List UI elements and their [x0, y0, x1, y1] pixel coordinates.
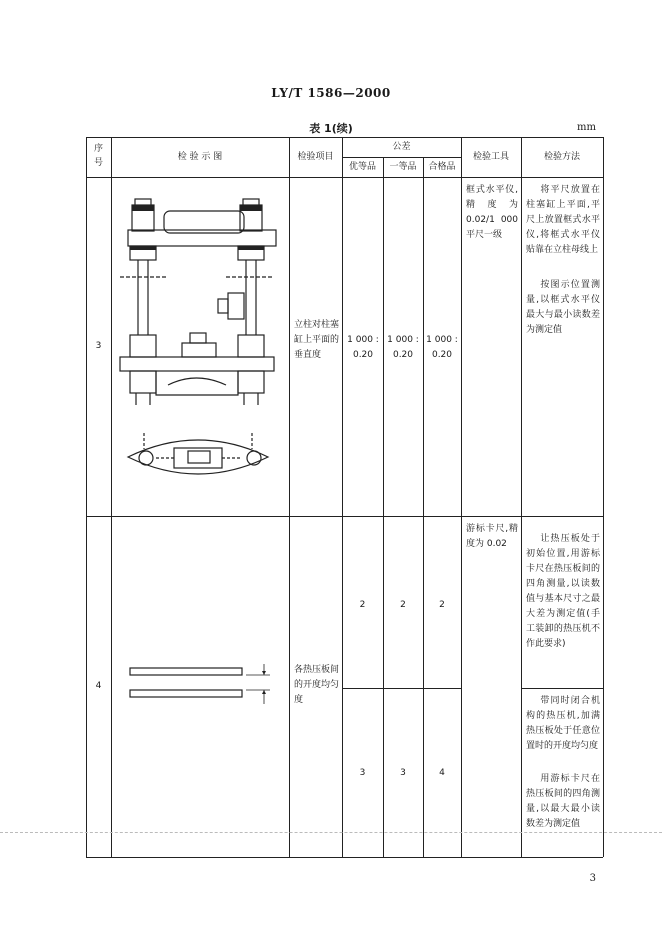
header-item: 检验项目	[297, 152, 334, 162]
row-4a-tolerance-first: 2	[400, 600, 406, 610]
header-grade-excellent: 优等品	[348, 162, 376, 172]
header-diagram: 检 验 示 图	[177, 152, 223, 162]
col-divider-seq	[111, 137, 112, 857]
row-3-verticality-diagram	[116, 195, 288, 495]
row-4a-method: 让热压板处于初始位置,用游标卡尺在热压板间的四角测量,以读数值与基本尺寸之最大差为测定值(手工装卸的热压机不作此要求)	[526, 534, 600, 649]
col-divider-item	[342, 137, 343, 857]
row-4-seq: 4	[95, 681, 102, 691]
row-4b-method-step-1: 带同时闭合机构的热压机,加满热压板处于任意位置时的开度均匀度	[526, 696, 600, 751]
standard-code-header: LY/T 1586—2000	[271, 86, 391, 100]
row-3-tool: 框式水平仪,精度为 0.02/1 000 平尺一级	[466, 185, 518, 240]
header-method: 检验方法	[543, 152, 580, 162]
row-3-method-step-2: 按图示位置测量,以框式水平仪最大与最小读数差为测定值	[526, 280, 600, 335]
col-divider-diagram	[289, 137, 290, 857]
col-divider-grade-2	[423, 157, 424, 857]
header-seq: 序号	[93, 144, 103, 168]
table-right-border	[603, 137, 604, 857]
header-tool: 检验工具	[472, 152, 509, 162]
row-3-tolerance-excellent: 1 000 : 0.20	[347, 335, 379, 360]
row-4b-tolerance-first: 3	[400, 768, 406, 778]
table-bottom-border	[86, 857, 603, 858]
row-4a-tolerance-qualified: 2	[439, 600, 445, 610]
subrow-separator-tolerance	[342, 688, 461, 689]
row-4a-tolerance-excellent: 2	[359, 600, 366, 610]
header-tolerance: 公差	[392, 142, 411, 152]
row-3-seq: 3	[95, 341, 102, 351]
table-caption: 表 1(续)	[309, 122, 353, 135]
col-divider-tool	[521, 137, 522, 857]
row-3-method-step-1: 将平尺放置在柱塞缸上平面,平尺上放置框式水平仪,将框式水平仪贴靠在立柱母线上	[526, 185, 600, 255]
unit-label: mm	[577, 122, 596, 133]
scan-artifact-line	[0, 832, 662, 833]
row-4-item: 各热压板间的开度均匀度	[294, 665, 340, 705]
row-3-item: 立柱对柱塞缸上平面的垂直度	[294, 320, 340, 360]
tolerance-subheader-line	[342, 157, 461, 158]
header-bottom-border	[86, 177, 603, 178]
row-4-tool: 游标卡尺,精度为 0.02	[466, 524, 518, 549]
row-4-opening-uniformity-diagram	[126, 660, 276, 710]
header-grade-first: 一等品	[389, 162, 417, 172]
row-4b-tolerance-excellent: 3	[359, 768, 366, 778]
header-grade-qualified: 合格品	[428, 162, 456, 172]
table-top-border	[86, 137, 603, 138]
row-4b-tolerance-qualified: 4	[439, 768, 445, 778]
col-divider-tolerance	[461, 137, 462, 857]
table-left-border	[86, 137, 87, 857]
row-separator	[86, 516, 603, 517]
col-divider-grade-1	[383, 157, 384, 857]
row-4b-method-step-2: 用游标卡尺在热压板间的四角测量,以最大最小读数差为测定值	[526, 774, 600, 829]
row-3-tolerance-first: 1 000 : 0.20	[387, 335, 419, 360]
page-number: 3	[589, 873, 596, 884]
subrow-separator-method	[521, 688, 603, 689]
row-3-tolerance-qualified: 1 000 : 0.20	[426, 335, 458, 360]
